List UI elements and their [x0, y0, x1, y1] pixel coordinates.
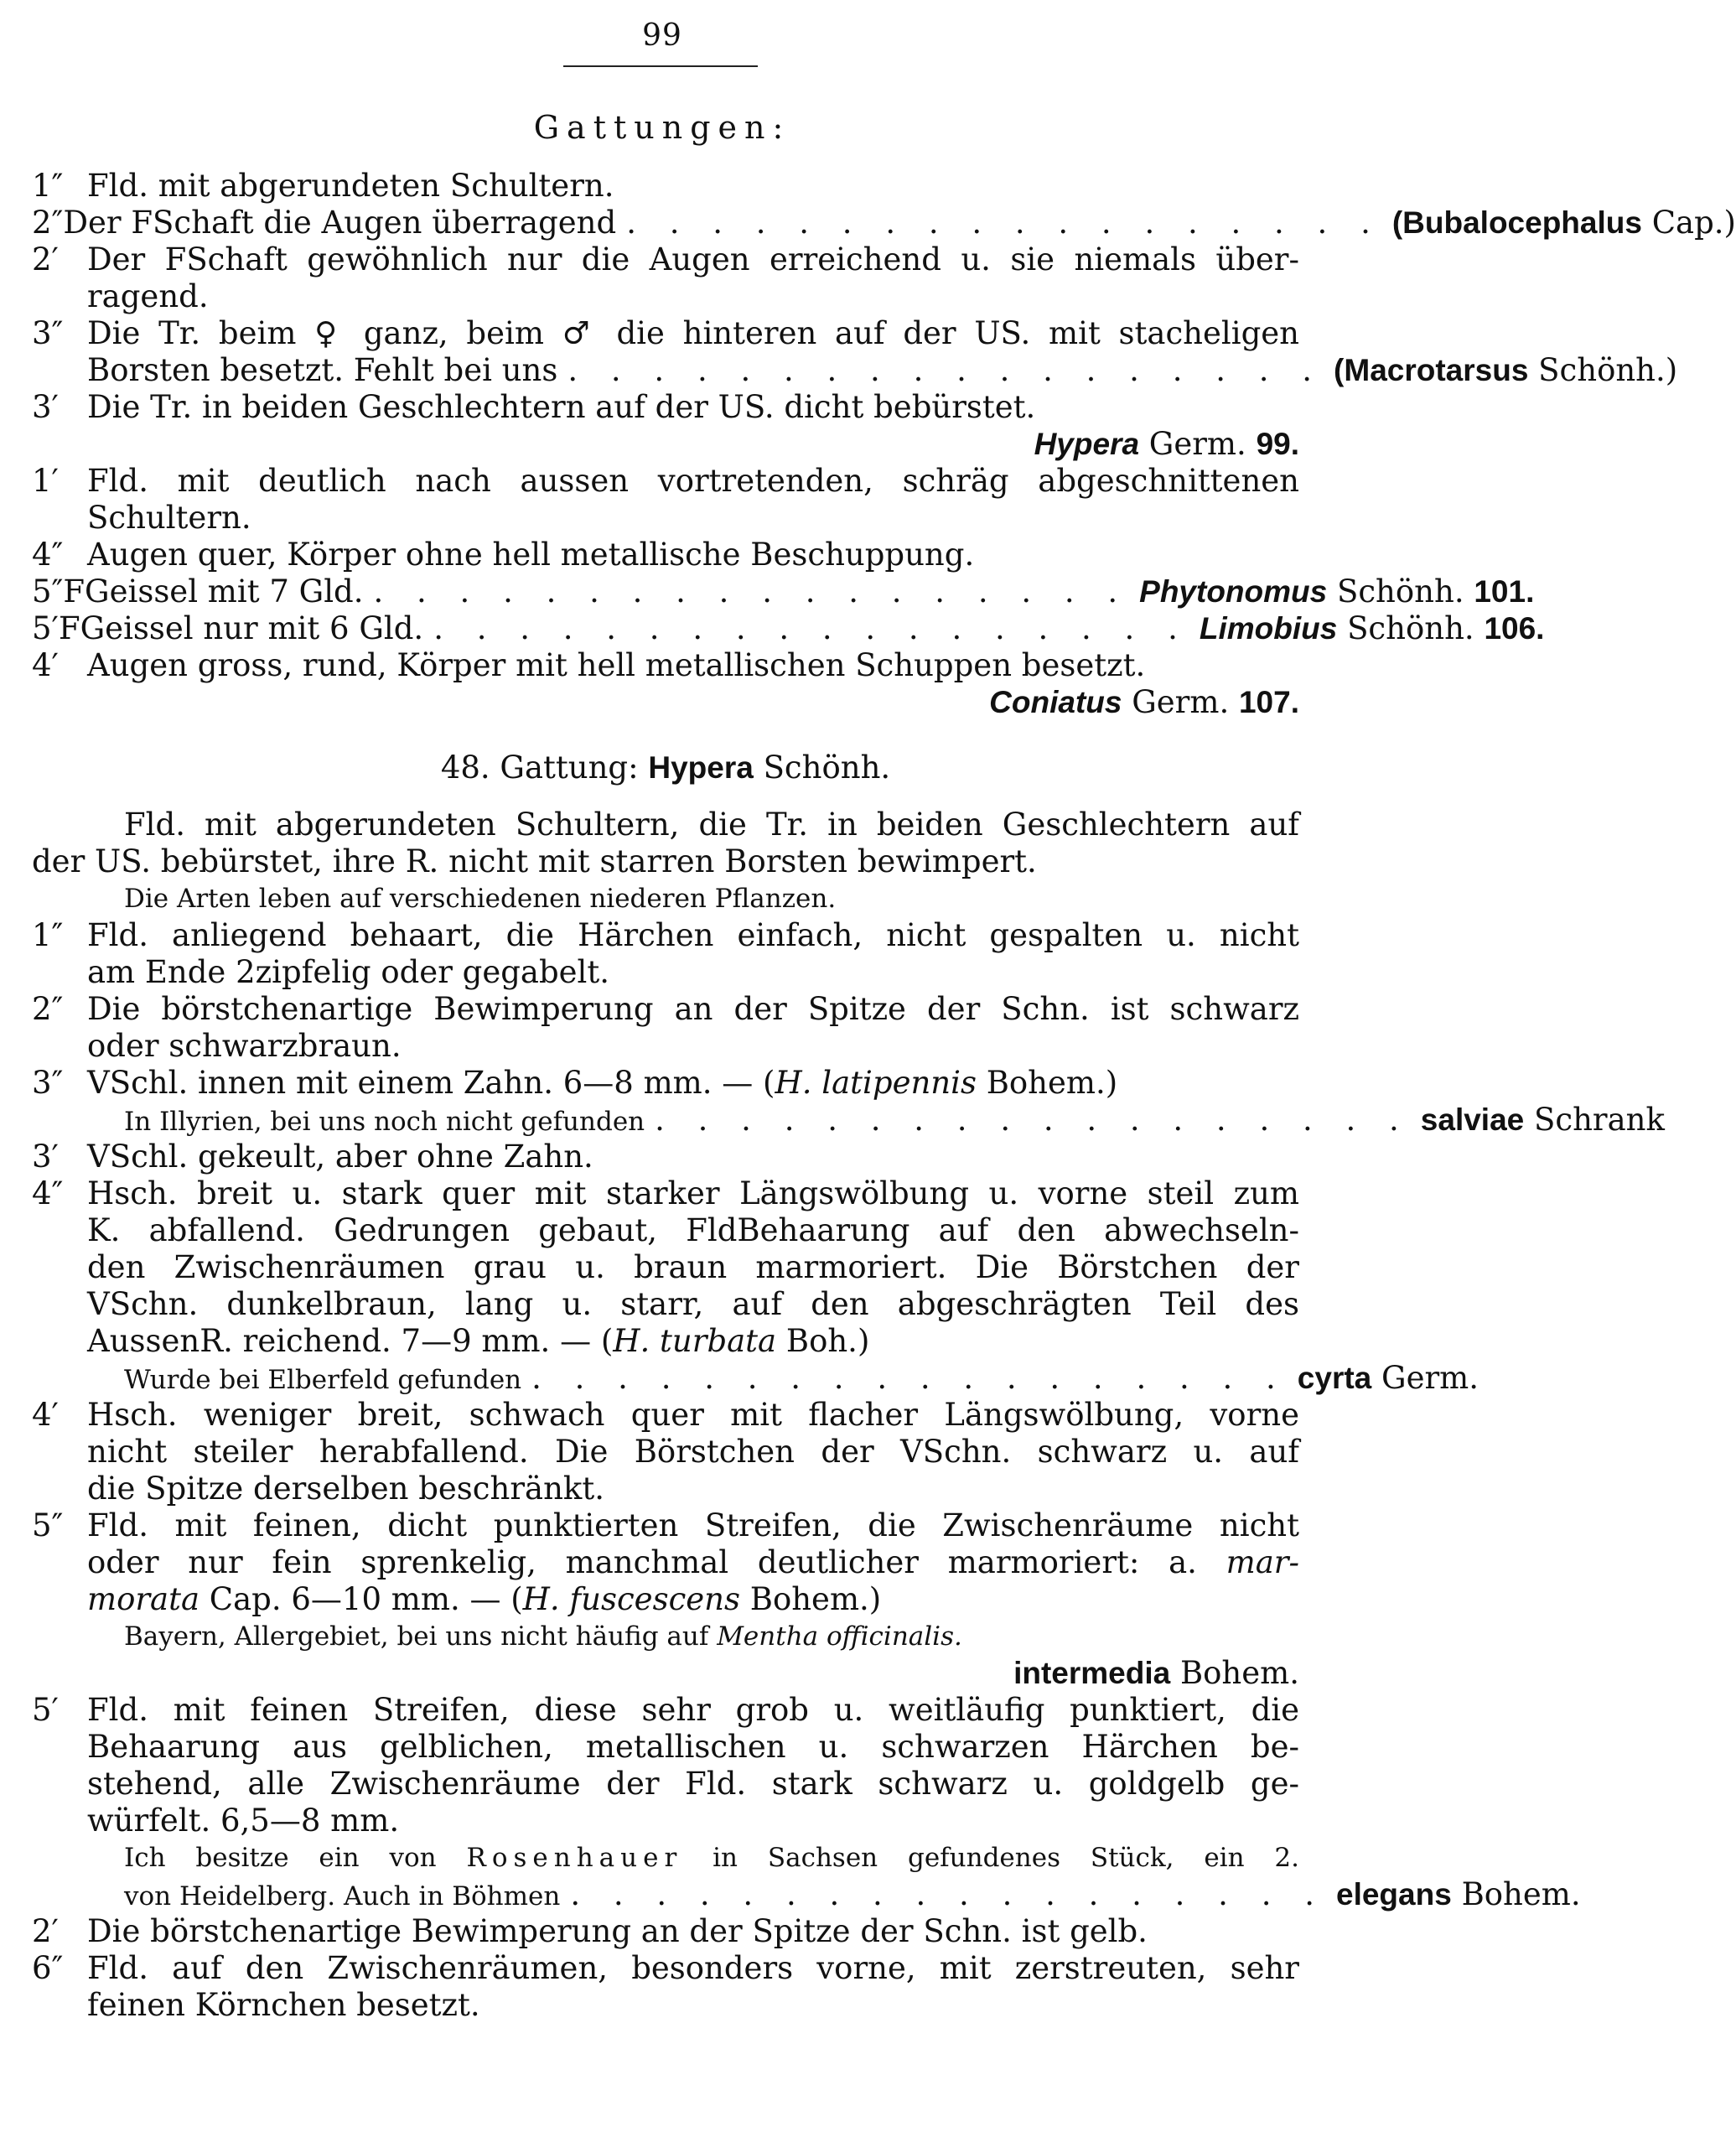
couplet-text: Borsten besetzt. Fehlt bei uns — [87, 352, 558, 388]
key-line-continuation: würfelt. 6,5—8 mm. — [87, 1803, 400, 1839]
genus-description: der US. bebürstet, ihre R. nicht mit starren Borsten bewimpert. — [32, 843, 1037, 879]
section-heading: Gattungen: — [533, 109, 791, 146]
page-reference: 101. — [1474, 574, 1535, 609]
key-result — [32, 1360, 1479, 1398]
couplet-text: Fld. anliegend behaart, die Härchen einfach, nicht gespalten u. nicht — [87, 917, 1299, 953]
couplet-number: 3′ — [32, 389, 59, 425]
couplet-text: Fld. auf den Zwischenräumen, besonders vorne, mit zerstreuten, sehr — [87, 1950, 1299, 1986]
couplet-number: 4″ — [32, 1175, 64, 1211]
couplet-text: Hsch. weniger breit, schwach quer mit flacher Längswölbung, vorne — [87, 1397, 1299, 1433]
species-author: Schrank — [1534, 1102, 1665, 1138]
taxon-name: Coniatus — [989, 685, 1122, 719]
couplet-text: Bohem.) — [740, 1581, 882, 1617]
leader-dots: . . . . . . . . . . . . . . . . . . — [433, 610, 1189, 646]
taxon-name: Phytonomus — [1139, 574, 1328, 609]
taxon-author: Schönh.) — [1538, 352, 1678, 388]
locality-note: In Illyrien, bei uns noch nicht gefunden — [124, 1107, 645, 1137]
species-name: cyrta — [1297, 1361, 1372, 1395]
aberration-name: mar- — [1226, 1544, 1299, 1580]
genus-description: Fld. mit abgerundeten Schultern, die Tr. in beiden Geschlechtern auf — [124, 807, 1299, 843]
couplet-text: FGeissel mit 7 Gld. — [63, 573, 364, 610]
couplet-text: Cap. 6—10 mm. — ( — [200, 1581, 523, 1617]
key-line — [32, 1175, 1299, 1212]
couplet-text: Der FSchaft die Augen überragend — [63, 205, 617, 241]
key-line-continuation: Schultern. — [87, 500, 251, 536]
key-line-continuation: am Ende 2zipfelig oder gegabelt. — [87, 954, 610, 990]
key-line-continuation — [32, 1581, 1355, 1618]
key-line — [32, 1139, 1299, 1175]
couplet-number: 2′ — [32, 1913, 59, 1949]
couplet-number: 1″ — [32, 168, 64, 204]
locality-text: in Sachsen gefundenes Stück, ein 2. — [682, 1843, 1299, 1873]
leader-dots: . . . . . . . . . . . . . . . . . . — [373, 573, 1130, 610]
key-line — [32, 1692, 1299, 1729]
species-name: elegans — [1336, 1877, 1452, 1912]
key-line — [32, 315, 1299, 352]
species-author: Bohem. — [1179, 1655, 1299, 1691]
couplet-number: 4′ — [32, 1397, 59, 1433]
key-line-continuation: nicht steiler herabfallend. Die Börstchen der VSchn. schwarz u. auf — [87, 1434, 1299, 1470]
species-author: Bohem. — [1461, 1876, 1581, 1912]
couplet-text: Die börstchenartige Bewimperung an der Spitze der Schn. ist schwarz — [87, 991, 1299, 1027]
page-reference: 107. — [1238, 685, 1299, 719]
key-line — [32, 205, 1736, 241]
couplet-number: 3′ — [32, 1139, 59, 1175]
couplet-number: 2″ — [32, 991, 64, 1027]
locality-note — [32, 1839, 1299, 1876]
synonym-name: H. turbata — [613, 1323, 777, 1359]
couplet-number: 3″ — [32, 1065, 64, 1101]
couplet-text: Bohem.) — [976, 1065, 1118, 1101]
couplet-text: Fld. mit feinen, dicht punktierten Streifen, die Zwischenräume nicht — [87, 1507, 1299, 1543]
key-line-continuation: stehend, alle Zwischenräume der Fld. stark schwarz u. goldgelb ge- — [87, 1766, 1299, 1802]
key-line — [32, 537, 1299, 573]
taxon-author: Germ. — [1148, 426, 1246, 462]
key-line — [32, 1913, 1299, 1950]
key-line — [32, 917, 1299, 954]
couplet-number: 2″ — [32, 205, 64, 241]
couplet-text: Augen quer, Körper ohne hell metallische Beschuppung. — [87, 537, 975, 573]
leader-dots: . . . . . . . . . . . . . . . . . . — [655, 1102, 1411, 1138]
taxon-name: (Bubalocephalus — [1391, 205, 1642, 240]
couplet-text: Die Tr. in beiden Geschlechtern auf der US. dicht bebürstet. — [87, 389, 1036, 425]
key-line-continuation: Behaarung aus gelblichen, metallischen u. schwarzen Härchen be- — [87, 1729, 1299, 1765]
key-line — [32, 168, 1299, 205]
species-name: salviae — [1420, 1102, 1525, 1137]
synonym-name: H. latipennis — [775, 1065, 977, 1101]
couplet-number: 5′ — [32, 610, 59, 646]
taxon-author: Cap.) — [1651, 205, 1736, 241]
key-result — [32, 1102, 1665, 1140]
couplet-text: Fld. mit abgerundeten Schultern. — [87, 168, 614, 204]
genus-name: Hypera — [648, 750, 754, 785]
couplet-text: oder nur fein sprenkelig, manchmal deutlicher marmoriert: a. — [87, 1544, 1197, 1580]
key-line — [32, 610, 1545, 647]
page-reference: 99. — [1256, 427, 1299, 461]
key-line-continuation: den Zwischenräumen grau u. braun marmoriert. Die Börstchen der — [87, 1249, 1299, 1285]
couplet-number: 1′ — [32, 463, 59, 499]
key-line-continuation — [32, 1323, 1355, 1360]
key-line — [32, 647, 1299, 684]
aberration-name: morata — [87, 1581, 200, 1617]
key-result — [32, 1655, 1299, 1692]
couplet-text: Die Tr. beim ♀ ganz, beim ♂ die hinteren auf der US. mit stacheligen — [87, 315, 1299, 351]
collector-name: Rosenhauer — [466, 1843, 683, 1873]
genus-heading — [32, 750, 1299, 786]
key-line-continuation: oder schwarzbraun. — [87, 1028, 402, 1064]
key-line — [32, 1507, 1299, 1544]
host-plant: Mentha officinalis. — [717, 1621, 962, 1652]
locality-note — [32, 1618, 1299, 1655]
locality-note: Wurde bei Elberfeld gefunden — [124, 1365, 522, 1395]
genus-note: Die Arten leben auf verschiedenen niederen Pflanzen. — [124, 884, 837, 914]
synonym-name: H. fuscescens — [522, 1581, 740, 1617]
couplet-number: 5″ — [32, 573, 64, 610]
key-line — [32, 991, 1299, 1028]
key-line — [32, 463, 1299, 500]
locality-text: Ich besitze ein von — [124, 1843, 467, 1873]
couplet-text: Fld. mit deutlich nach aussen vortretenden, schräg abgeschnittenen — [87, 463, 1299, 499]
page-reference: 106. — [1484, 611, 1545, 646]
couplet-text: VSchl. gekeult, aber ohne Zahn. — [87, 1139, 593, 1175]
key-line-continuation: feinen Körnchen besetzt. — [87, 1987, 480, 2023]
couplet-number: 2′ — [32, 241, 59, 278]
leader-dots: . . . . . . . . . . . . . . . . . . — [567, 352, 1324, 388]
couplet-text: Der FSchaft gewöhnlich nur die Augen erreichend u. sie niemals über- — [87, 241, 1299, 278]
couplet-number: 4′ — [32, 647, 59, 683]
genus-author: Schönh. — [763, 750, 891, 786]
key-line — [32, 389, 1299, 426]
couplet-text: Boh.) — [776, 1323, 870, 1359]
header-rule — [563, 65, 758, 67]
key-line — [32, 1397, 1299, 1434]
taxon-author: Schönh. — [1336, 573, 1464, 610]
leader-dots: . . . . . . . . . . . . . . . . . . — [626, 205, 1382, 241]
couplet-text: VSchl. innen mit einem Zahn. 6—8 mm. — ( — [87, 1065, 775, 1101]
couplet-text: Augen gross, rund, Körper mit hell metallischen Schuppen besetzt. — [87, 647, 1146, 683]
key-result — [32, 1876, 1581, 1915]
key-line-continuation: die Spitze derselben beschränkt. — [87, 1471, 604, 1507]
key-line-continuation: ragend. — [87, 278, 209, 314]
taxon-name: Limobius — [1199, 611, 1338, 646]
key-line-continuation — [32, 352, 1678, 389]
leader-dots: . . . . . . . . . . . . . . . . . . — [570, 1876, 1326, 1912]
couplet-text: Hsch. breit u. stark quer mit starker Längswölbung u. vorne steil zum — [87, 1175, 1299, 1211]
key-line — [32, 1065, 1299, 1102]
key-line-continuation: VSchn. dunkelbraun, lang u. starr, auf den abgeschrägten Teil des — [87, 1286, 1299, 1322]
couplet-text: Fld. mit feinen Streifen, diese sehr grob u. weitläufig punktiert, die — [87, 1692, 1299, 1728]
genus-heading-prefix: 48. Gattung: — [440, 750, 639, 786]
couplet-number: 5′ — [32, 1692, 59, 1728]
couplet-text: FGeissel nur mit 6 Gld. — [58, 610, 424, 646]
key-line — [32, 1950, 1299, 1987]
key-result — [32, 426, 1299, 463]
couplet-number: 3″ — [32, 315, 64, 351]
key-line-continuation: K. abfallend. Gedrungen gebaut, FldBehaarung auf den abwechseln- — [87, 1212, 1299, 1248]
key-line — [32, 241, 1299, 278]
couplet-number: 1″ — [32, 917, 64, 953]
page-number: 99 — [642, 18, 682, 53]
key-result — [32, 684, 1299, 721]
taxon-author: Schönh. — [1347, 610, 1474, 646]
taxon-author: Germ. — [1132, 684, 1230, 720]
leader-dots: . . . . . . . . . . . . . . . . . . — [531, 1360, 1288, 1396]
couplet-number: 6″ — [32, 1950, 64, 1986]
couplet-text: AussenR. reichend. 7—9 mm. — ( — [87, 1323, 614, 1359]
key-line — [32, 573, 1535, 610]
couplet-number: 4″ — [32, 537, 64, 573]
locality-text: Bayern, Allergebiet, bei uns nicht häufig auf — [124, 1621, 718, 1652]
couplet-number: 5″ — [32, 1507, 64, 1543]
taxon-name: (Macrotarsus — [1334, 353, 1529, 387]
species-author: Germ. — [1381, 1360, 1479, 1396]
couplet-text: Die börstchenartige Bewimperung an der Spitze der Schn. ist gelb. — [87, 1913, 1148, 1949]
key-line-continuation — [32, 1544, 1299, 1581]
locality-note: von Heidelberg. Auch in Böhmen — [124, 1881, 561, 1912]
species-name: intermedia — [1013, 1656, 1171, 1690]
taxon-name: Hypera — [1034, 427, 1140, 461]
